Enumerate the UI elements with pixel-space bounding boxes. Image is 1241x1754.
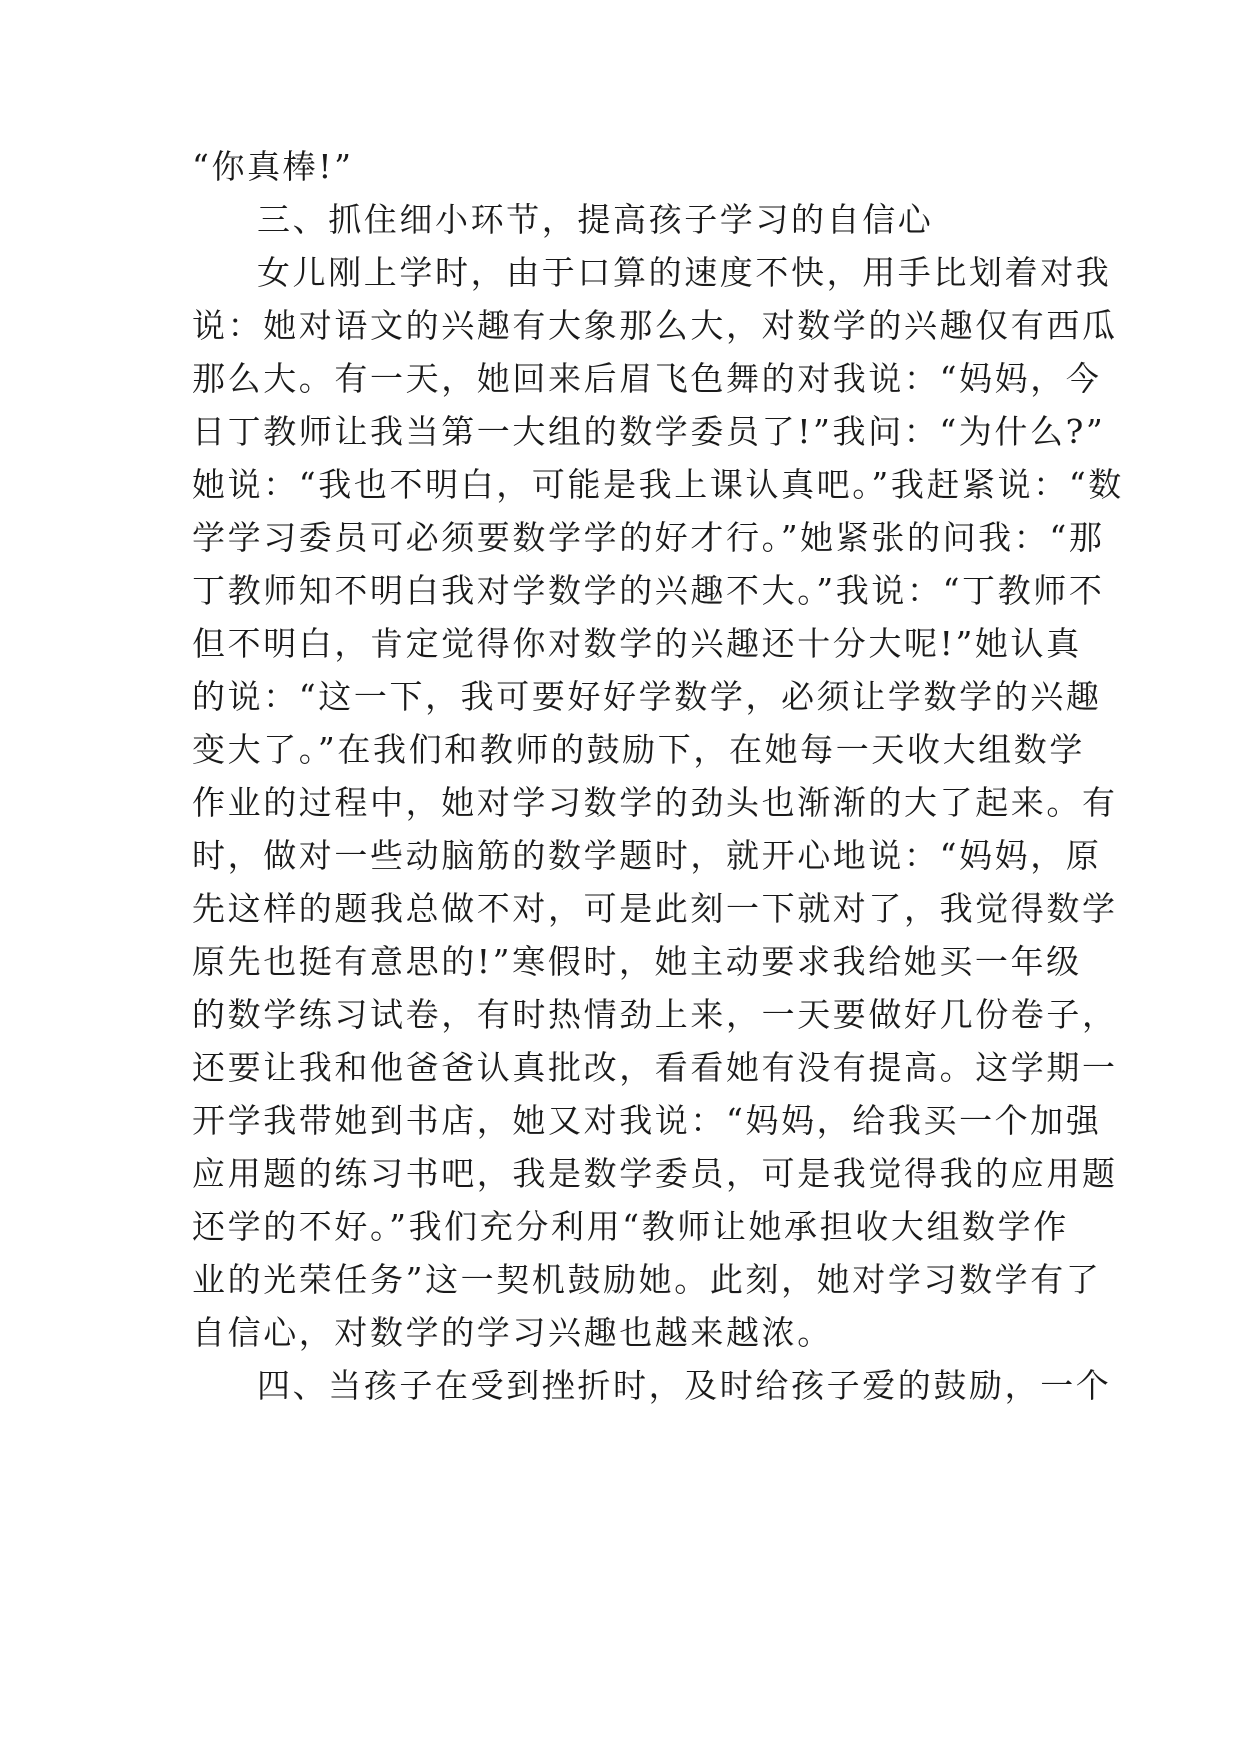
- text-line: 还学的不好。”我们充分利用“教师让她承担收大组数学作: [192, 1207, 1069, 1246]
- text-line: 但不明白，肯定觉得你对数学的兴趣还十分大呢!”她认真: [192, 624, 1082, 663]
- text-line: 学学习委员可必须要数学学的好才行。”她紧张的问我：“那: [192, 518, 1105, 557]
- text-line: 还要让我和他爸爸认真批改，看看她有没有提高。这学期一: [192, 1048, 1118, 1087]
- text-line: 先这样的题我总做不对，可是此刻一下就对了，我觉得数学: [192, 889, 1118, 928]
- text-line: 的说：“这一下，我可要好好学数学，必须让学数学的兴趣: [192, 677, 1102, 716]
- text-line: 应用题的练习书吧，我是数学委员，可是我觉得我的应用题: [192, 1154, 1118, 1193]
- text-line: 女儿刚上学时，由于口算的速度不快，用手比划着对我: [257, 253, 1112, 292]
- section-heading: 三、抓住细小环节，提高孩子学习的自信心: [257, 200, 934, 239]
- text-line: 自信心，对数学的学习兴趣也越来越浓。: [192, 1313, 833, 1352]
- text-line: 业的光荣任务”这一契机鼓励她。此刻，她对学习数学有了: [192, 1260, 1102, 1299]
- text-line: 时，做对一些动脑筋的数学题时，就开心地说：“妈妈，原: [192, 836, 1102, 875]
- section-heading: 四、当孩子在受到挫折时，及时给孩子爱的鼓励，一个: [257, 1366, 1112, 1405]
- text-line: 日丁教师让我当第一大组的数学委员了!”我问：“为什么?”: [192, 412, 1106, 451]
- text-line: 开学我带她到书店，她又对我说：“妈妈，给我买一个加强: [192, 1101, 1102, 1140]
- text-line: 的数学练习试卷，有时热情劲上来，一天要做好几份卷子，: [192, 995, 1118, 1034]
- text-line: 作业的过程中，她对学习数学的劲头也渐渐的大了起来。有: [192, 783, 1118, 822]
- text-line: 那么大。有一天，她回来后眉飞色舞的对我说：“妈妈，今: [192, 359, 1102, 398]
- text-line: 她说：“我也不明白，可能是我上课认真吧。”我赶紧说：“数: [192, 465, 1124, 504]
- text-line: 丁教师知不明白我对学数学的兴趣不大。”我说：“丁教师不: [192, 571, 1105, 610]
- text-line: “你真棒!”: [192, 147, 354, 186]
- text-line: 说：她对语文的兴趣有大象那么大，对数学的兴趣仅有西瓜: [192, 306, 1118, 345]
- text-line: 变大了。”在我们和教师的鼓励下，在她每一天收大组数学: [192, 730, 1085, 769]
- text-line: 原先也挺有意思的!”寒假时，她主动要求我给她买一年级: [192, 942, 1082, 981]
